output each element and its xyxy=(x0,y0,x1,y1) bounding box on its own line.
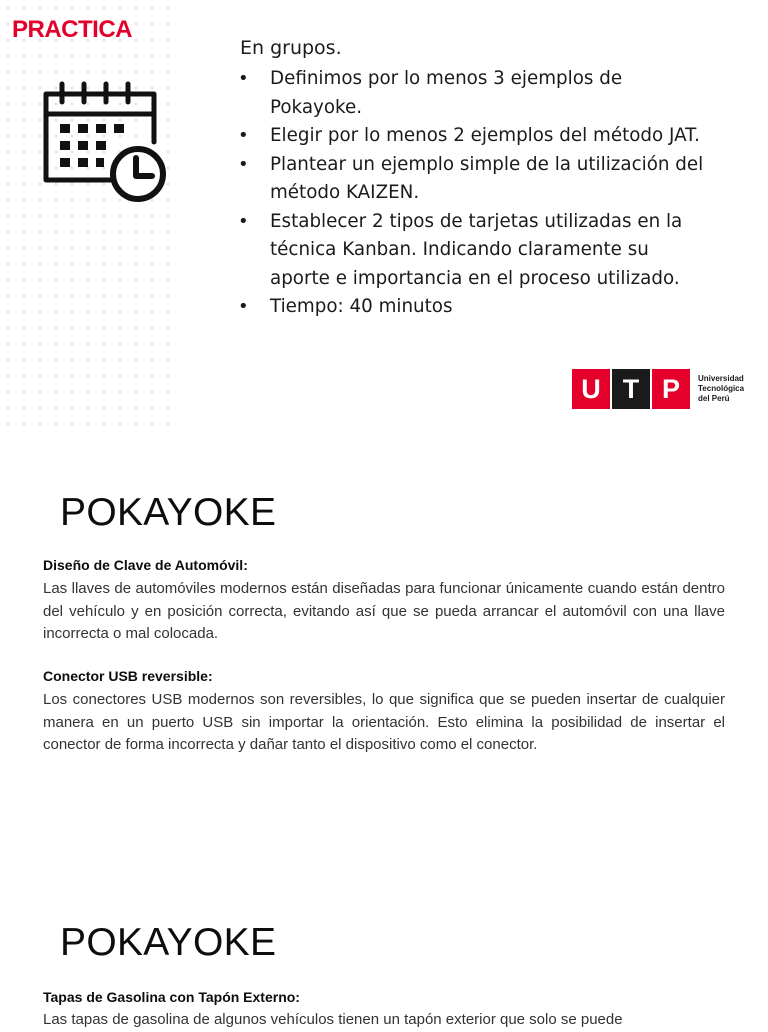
bullet-glyph: • xyxy=(238,296,249,317)
utp-logo xyxy=(572,369,762,410)
task-item xyxy=(236,293,706,322)
item-body: Los conectores USB modernos son reversibles, lo que significa que se pueden insertar de cualquier manera en un puerto USB sin importar la orientación. Esto elimina la posibilidad de insertar el conector de forma incorrecta y dañar tanto el dispositivo como el conector. xyxy=(43,691,725,754)
item-body: Las tapas de gasolina de algunos vehículos tienen un tapón exterior que solo se puede xyxy=(43,1011,623,1028)
task-text: Plantear un ejemplo simple de la utilización del método KAIZEN. xyxy=(270,153,704,203)
logo-university-name xyxy=(698,374,768,404)
practice-slide xyxy=(0,0,768,430)
logo-name-line: Universidad xyxy=(698,374,744,383)
section-title: POKAYOKE xyxy=(60,491,277,534)
task-text: Establecer 2 tipos de tarjetas utilizadas en la técnica Kanban. Indicando claramente su aporte e importancia en el proceso utilizado. xyxy=(270,210,683,289)
slide-intro: En grupos. xyxy=(240,37,342,59)
calendar-clock-icon xyxy=(40,80,168,204)
slide-title: PRACTICA xyxy=(12,16,132,43)
task-item xyxy=(236,151,706,208)
bullet-glyph: • xyxy=(238,125,249,146)
task-item xyxy=(236,208,706,294)
logo-name-line: Tecnológica xyxy=(698,384,745,393)
task-list xyxy=(236,65,706,322)
item-heading: Diseño de Clave de Automóvil: xyxy=(43,557,248,573)
item-body: Las llaves de automóviles modernos están diseñadas para funcionar únicamente cuando están dentro del vehículo y en posición correcta, evitando así que se pueda arrancar el automóvil con una llave incorrecta o mal colocada. xyxy=(43,580,725,643)
item-heading: Tapas de Gasolina con Tapón Externo: xyxy=(43,989,300,1005)
section-title: POKAYOKE xyxy=(60,921,277,964)
task-text: Elegir por lo menos 2 ejemplos del método JAT. xyxy=(270,125,700,146)
task-item xyxy=(236,122,706,151)
task-item xyxy=(236,65,706,122)
task-text: Tiempo: 40 minutos xyxy=(270,296,453,317)
task-text: Definimos por lo menos 3 ejemplos de Pokayoke. xyxy=(270,68,623,118)
bullet-glyph: • xyxy=(238,210,249,232)
bullet-glyph: • xyxy=(238,68,249,89)
logo-name-line: del Perú xyxy=(698,394,730,403)
logo-letter-p: P xyxy=(652,369,690,409)
item-heading: Conector USB reversible: xyxy=(43,668,213,684)
logo-letter-u: U xyxy=(572,369,610,409)
bullet-glyph: • xyxy=(238,153,249,175)
logo-letter-t: T xyxy=(612,369,650,409)
